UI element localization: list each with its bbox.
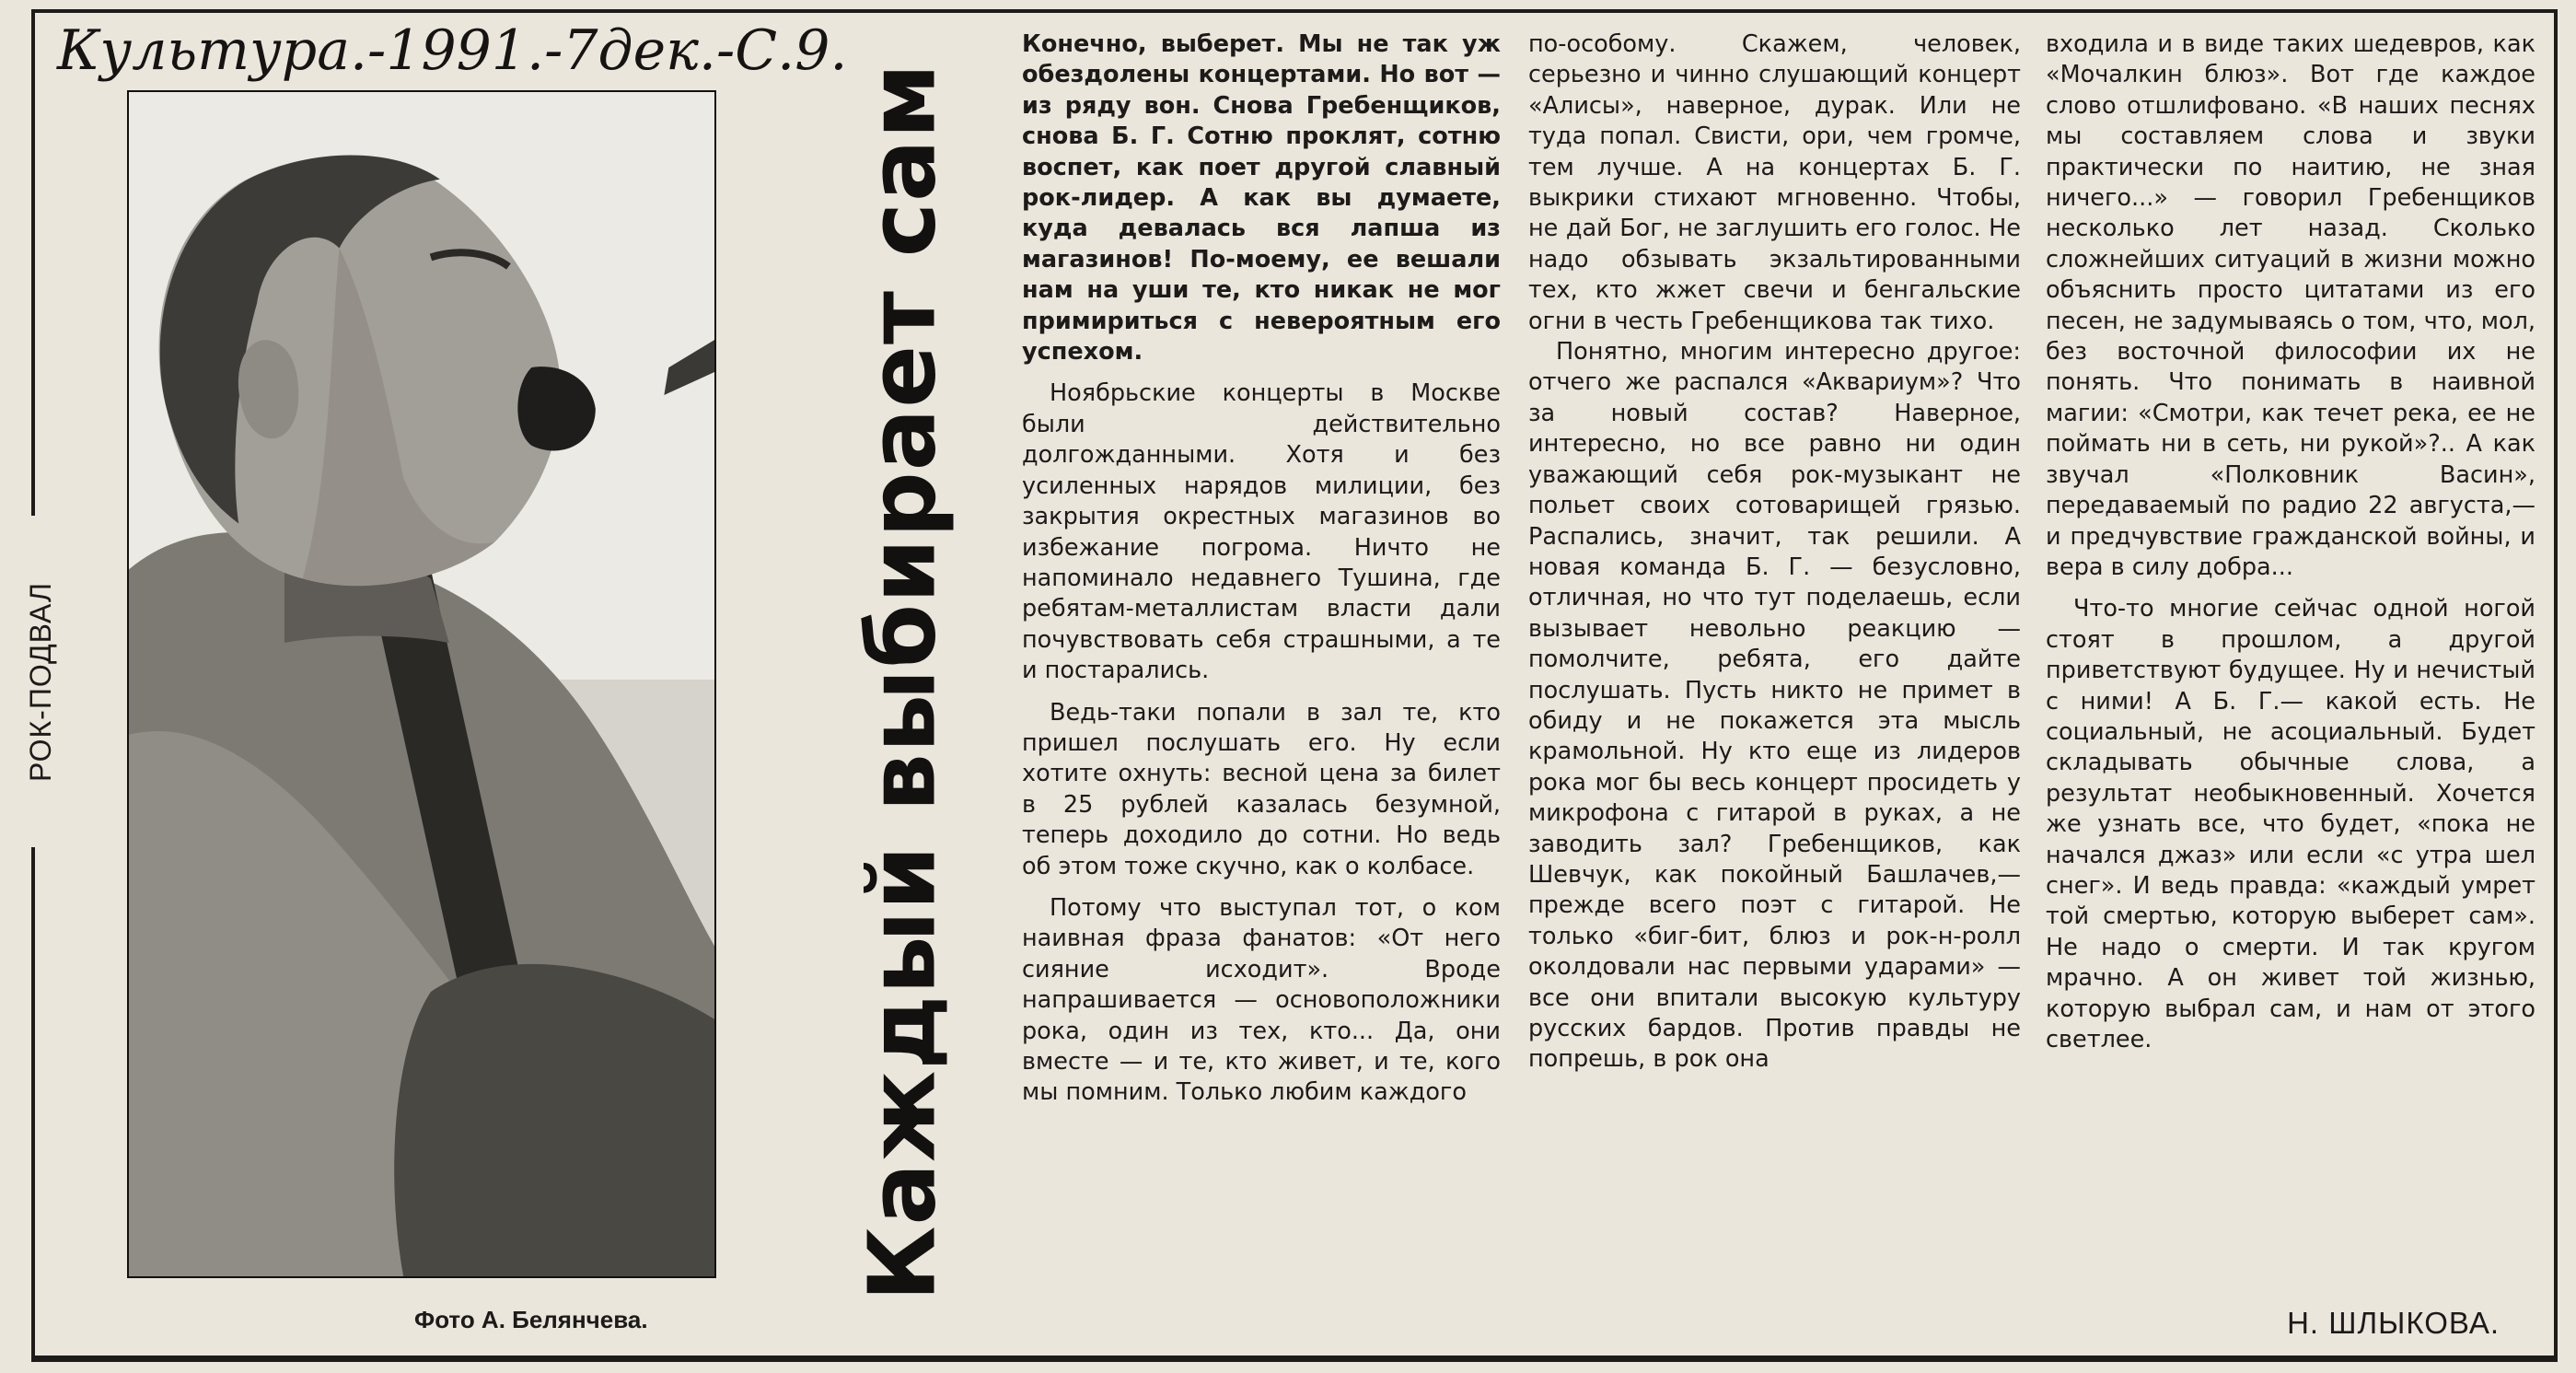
photo-credit: Фото А. Белянчева. (414, 1306, 648, 1333)
body-paragraph: Понятно, многим интересно другое: отчего же распался «Аквариум»? Что за новый состав? Наверное, интересно, но все равно ни один уважающий себя рок-музыкант не польет своих сотоварищей грязью. Распались, значит, так решили. А новая команда Б. Г. — безусловно, отличная, но что тут поделаешь, если вызывает невольно реакцию — помолчите, ребята, его дайте послушать. Пусть никто не примет в обиду и не покажется эта мысль крамольной. Ну кто еще из лидеров рока мог бы весь концерт просидеть у микрофона с гитарой в руках, а не заводить зал? Гребенщиков, как Шевчук, как покойный Башлачев,— прежде всего поэт с гитарой. Не только «биг-бит, блюз и рок-н-ролл околдовали нас первыми ударами» — все они впитали высокую культуру русских бардов. Против правды не попрешь, в рок она (1528, 338, 2021, 1074)
author-signature: Н. ШЛЫКОВА. (2287, 1306, 2500, 1340)
body-paragraph: Ведь-таки попали в зал те, кто пришел послушать его. Ну если хотите охнуть: весной цена за билет в 25 рублей казалась безумной, теперь доходило до сотни. Но ведь об этом тоже скучно, как о колбасе. (1022, 698, 1501, 880)
article-bottom-rule (31, 1356, 2558, 1362)
body-paragraph: по-особому. Скажем, человек, серьезно и чинно слушающий концерт «Алисы», наверное, дурак. Или не туда попал. Свисти, ори, чем громче, тем лучше. А на концертах Б. Г. выкрики стихают мгновенно. Чтобы, не дай Бог, не заглушить его голос. Не надо обзывать экзальтированными тех, кто жжет свечи и бенгальские огни в честь Гребенщикова так тихо. (1528, 30, 2021, 335)
article-column-1 (1022, 29, 1501, 1346)
singer-photo-illustration (129, 92, 714, 1276)
singer-photo (127, 90, 716, 1278)
article-column-2 (1528, 29, 2021, 1346)
lead-paragraph: Конечно, выберет. Мы не так уж обездолены концертами. Но вот — из ряду вон. Снова Гребенщиков, снова Б. Г. Сотню проклят, сотню воспет, как поет другой славный рок-лидер. А как вы думаете, куда девалась вся лапша из магазинов! По-моему, ее вешали нам на уши те, кто никак не мог примириться с невероятным его успехом. (1022, 30, 1501, 367)
body-paragraph: Потому что выступал тот, о ком наивная фраза фанатов: «От него сияние исходит». Вроде напрашивается — основоположники рока, один из тех, кто... Да, они вместе — и те, кто живет, и те, кого мы помним. Только любим каждого (1022, 893, 1501, 1107)
rubric-label (20, 516, 61, 847)
body-paragraph: Ноябрьские концерты в Москве были действительно долгожданными. Хотя и без усиленных нарядов милиции, без закрытия окрестных магазинов во избежание погрома. Ничто не напоминало недавнего Тушина, где ребятам-металлистам власти дали почувствовать себя страшными, а те и постарались. (1022, 379, 1501, 685)
article-column-3 (2046, 29, 2535, 1346)
rubric-text: РОК-ПОДВАЛ (23, 581, 57, 782)
headline (833, 62, 971, 1301)
body-paragraph: входила и в виде таких шедевров, как «Мочалкин блюз». Вот где каждое слово отшлифовано. «В наших песнях мы составляем слова и звуки практически по наитию, не зная ничего...» — говорил Гребенщиков несколько лет назад. Сколько сложнейших ситуаций в жизни можно объяснить просто цитатами из его песен, не задумываясь о том, что, мол, без восточной философии их не понять. Что понимать в наивной магии: «Смотри, как течет река, ее не поймать ни в сеть, ни рукой»?.. А как звучал «Полковник Васин», передаваемый по радио 22 августа,— и предчувствие гражданской войны, и вера в силу добра... (2046, 30, 2535, 581)
headline-text: Каждый выбирает сам (848, 62, 957, 1301)
handwritten-source-note: Культура.-1991.-7дек.-С.9. (57, 18, 848, 83)
body-paragraph: Что-то многие сейчас одной ногой стоят в прошлом, а другой приветствуют будущее. Ну и нечистый с ними! А Б. Г.— какой есть. Не социальный, не асоциальный. Будет складывать обычные слова, а результат необыкновенный. Хочется же узнать все, что будет, «пока не начался джаз» или если «с утра шел снег». И ведь правда: «каждый умрет той смертью, которую выберет сам». Не надо о смерти. И так кругом мрачно. А он живет той жизнью, которую выбрал сам, и нам от этого светлее. (2046, 595, 2535, 1053)
